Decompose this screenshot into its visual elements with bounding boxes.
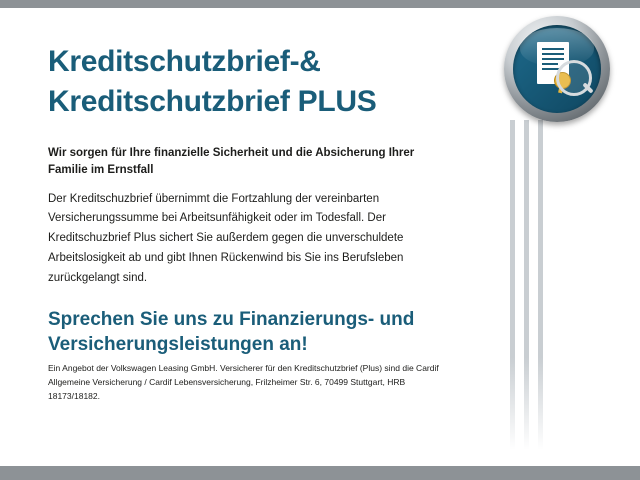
bottom-band (0, 466, 640, 480)
stripe-1 (510, 120, 515, 450)
page-title-line-2: Kreditschutzbrief PLUS (48, 84, 377, 118)
call-to-action-line-1: Sprechen Sie uns zu Finanzierungs- und (48, 308, 415, 330)
stripe-3 (538, 120, 543, 450)
legal-disclaimer: Ein Angebot der Volkswagen Leasing GmbH. Versicherer für den Kreditschutzbrief (Plus) sind die Cardif Allgemeine Versicherung / Cardif Lebensversicherung, Frilzheimer Str. 6, 70499 Stuttgart, HRB 18173/18182. (48, 362, 439, 401)
top-band (0, 0, 640, 8)
page-title-line-1: Kreditschutzbrief-& (48, 45, 321, 79)
certificate-magnifier-icon (504, 16, 610, 122)
doc-line (542, 58, 564, 60)
magnifier-icon (556, 60, 592, 96)
subheadline: Wir sorgen für Ihre finanzielle Sicherheit und die Absicherung Ihrer Familie im Ernstfall (48, 146, 415, 177)
decorative-stripes (510, 120, 556, 450)
body-paragraph: Der Kreditschuzbrief übernimmt die Fortzahlung der vereinbarten Versicherungssumme bei Arbeitsunfähigkeit oder im Todesfall. Der Kreditschuzbrief Plus sichert Sie außerdem gegen die unverschuldete Arbeitslosigkeit ab und gibt Ihnen Rückenwind bis Sie ins Berufsleben zurückgelangt sind. (48, 192, 404, 284)
call-to-action-line-2: Versicherungsleistungen an! (48, 334, 308, 356)
stripe-2 (524, 120, 529, 450)
doc-line (542, 63, 558, 65)
doc-line (542, 53, 564, 55)
call-to-action (48, 307, 478, 358)
page-title (48, 42, 478, 122)
doc-line (542, 48, 564, 50)
